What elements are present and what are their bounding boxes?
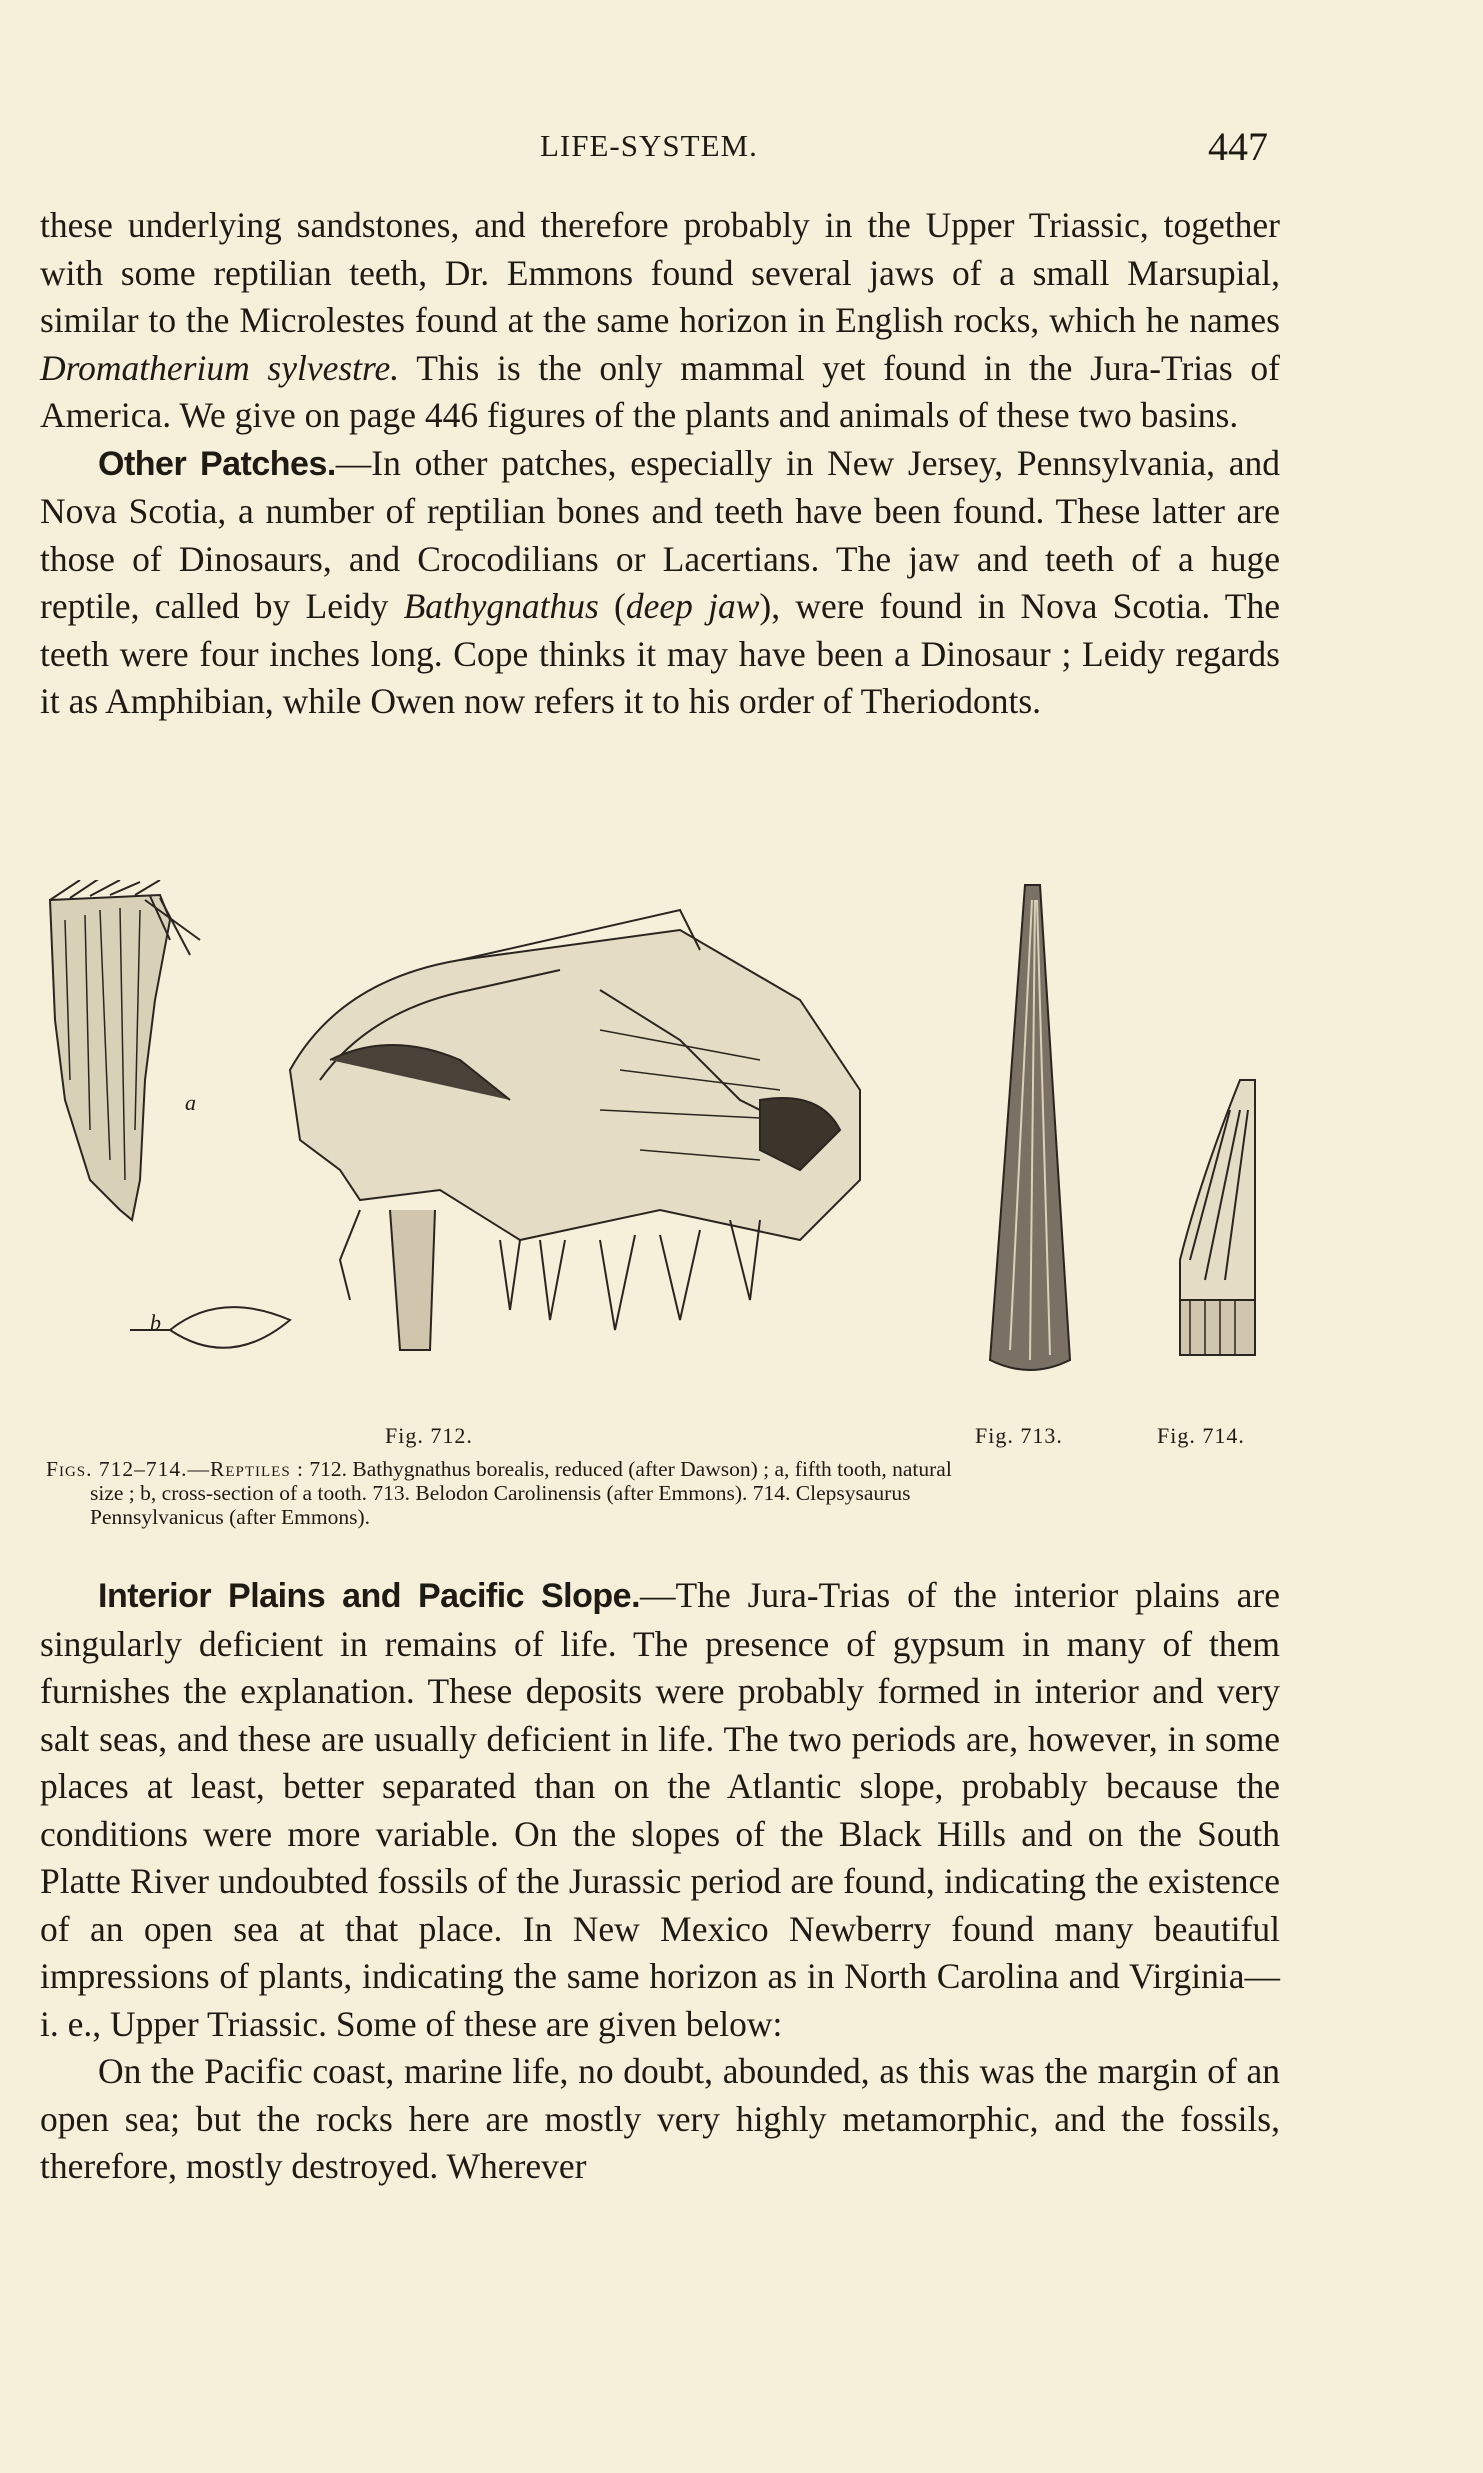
section-heading: Interior Plains and Pacific Slope. bbox=[98, 1577, 641, 1615]
fig-712-label: Fig. 712. bbox=[385, 1423, 473, 1448]
paragraph-continuation: these underlying sandstones, and therefore probably in the Upper Triassic, together with some reptilian teeth, Dr. Emmons found several jaws of a small Marsupial, similar to the Microlestes found at the same horizon in English rocks, which he names Dromatherium sylvestre. This is the only mammal yet found in the Jura-Trias of America. We give on page 446 figures of the plants and animals of these two basins. bbox=[40, 205, 1280, 435]
fig-714-label: Fig. 714. bbox=[1157, 1423, 1245, 1448]
figure-illustration bbox=[40, 880, 1280, 1410]
caption-line-2: size ; b, cross-section of a tooth. 713. Belodon Carolinensis (after Emmons). 714. Clepsysaurus bbox=[90, 1481, 911, 1505]
running-head: LIFE-SYSTEM. bbox=[540, 128, 758, 163]
paragraph-other-patches: Other Patches.—In other patches, especially in New Jersey, Pennsylvania, and Nova Scotia, a number of reptilian bones and teeth have been found. These latter are those of Dinosaurs, and Crocodilians or Lacertians. The jaw and teeth of a huge reptile, called by Leidy Bathygnathus (deep jaw), were found in Nova Scotia. The teeth were four inches long. Cope thinks it may have been a Dinosaur ; Leidy regards it as Amphibian, while Owen now refers it to his order of Theriodonts. bbox=[40, 442, 1280, 721]
label-a: a bbox=[185, 1090, 197, 1115]
upper-text bbox=[40, 202, 1280, 726]
page-header bbox=[0, 118, 1483, 178]
fig-713-label: Fig. 713. bbox=[975, 1423, 1063, 1448]
section-heading: Other Patches. bbox=[98, 444, 336, 483]
paragraph-pacific-coast: On the Pacific coast, marine life, no doubt, abounded, as this was the margin of an open sea; but the rocks here are mostly very highly metamorphic, and the fossils, therefore, mostly destroyed. Wherever bbox=[40, 2051, 1280, 2186]
caption-lead: Figs. 712–714.—Reptiles : bbox=[46, 1457, 305, 1481]
caption-line-3: Pennsylvanicus (after Emmons). bbox=[90, 1505, 371, 1529]
tooth-a-illustration bbox=[50, 880, 200, 1220]
figure-caption bbox=[46, 1457, 1278, 1529]
genus-name: Bathygnathus bbox=[403, 586, 599, 626]
page-number: 447 bbox=[1208, 124, 1268, 169]
figure-712-714 bbox=[40, 880, 1280, 1448]
label-b: b bbox=[150, 1310, 162, 1335]
lower-text bbox=[40, 1572, 1280, 2191]
tooth-713-illustration bbox=[990, 885, 1070, 1370]
tooth-714-illustration bbox=[1180, 1080, 1255, 1355]
species-name: Dromatherium sylvestre. bbox=[40, 347, 400, 388]
translation: deep jaw bbox=[625, 586, 760, 626]
jaw-illustration bbox=[290, 910, 860, 1350]
paragraph-interior-plains: Interior Plains and Pacific Slope.—The Jura-Trias of the interior plains are singularly deficient in remains of life. The presence of gypsum in many of them furnishes the explanation. These deposits were probably formed in interior and very salt seas, and these are usually deficient in life. The two periods are, however, in some places at least, better separated than on the Atlantic slope, probably because the conditions were more variable. On the slopes of the Black Hills and on the South Platte River undoubted fossils of the Jurassic period are found, indicating the existence of an open sea at that place. In New Mexico Newberry found many beautiful impressions of plants, indicating the same horizon as in North Carolina and Virginia—i. e., Upper Triassic. Some of these are given below: bbox=[40, 1575, 1280, 2044]
caption-line-1: Figs. 712–714.—Reptiles : 712. Bathygnathus borealis, reduced (after Dawson) ; a, fifth tooth, natural bbox=[46, 1457, 952, 1481]
